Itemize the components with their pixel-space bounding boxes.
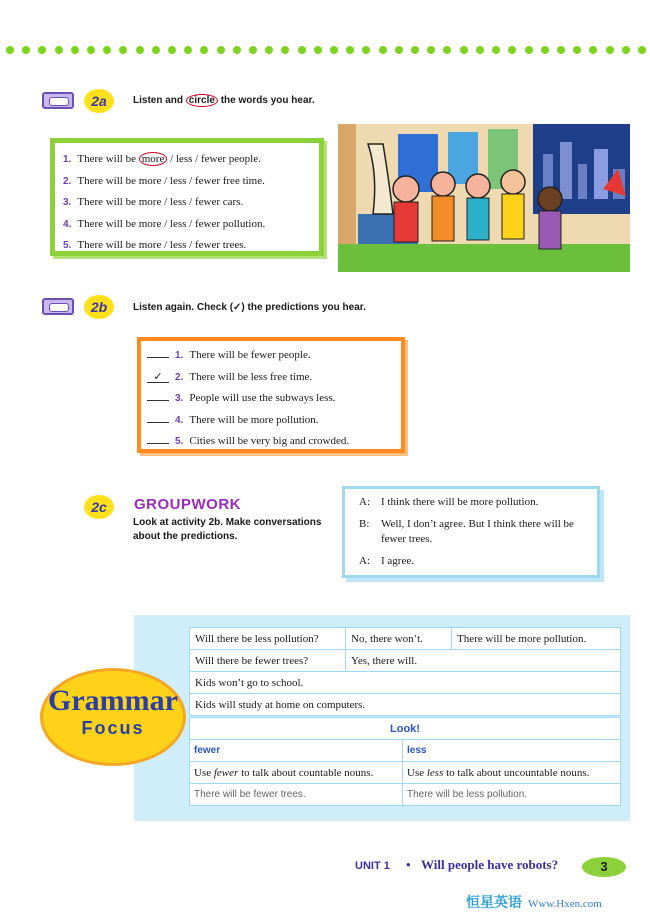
instruction-2a-circled-word: circle: [186, 94, 218, 107]
cassette-tape-icon: [42, 298, 74, 315]
exercise-2b-box: [137, 337, 405, 453]
check-blank[interactable]: [147, 347, 169, 358]
footer-unit-title: Will people have robots?: [421, 857, 559, 872]
table-row: [190, 740, 621, 762]
item-text: There will be less free time.: [189, 370, 313, 383]
look-heading: Look!: [190, 718, 621, 740]
table-cell: There will be more pollution.: [452, 628, 621, 650]
check-blank[interactable]: [147, 433, 169, 444]
item-number: 5.: [175, 436, 184, 447]
table-row: [190, 650, 621, 672]
circled-answer[interactable]: more: [139, 152, 168, 166]
activity-badge-2c: 2c: [84, 495, 114, 519]
grammar-focus-logo: [40, 668, 186, 766]
conversation-line: [345, 517, 595, 547]
speaker-label: A:: [359, 555, 370, 567]
table-cell: Kids won’t go to school.: [190, 672, 621, 694]
table-cell: Will there be fewer trees?: [190, 650, 346, 672]
item-text: There will be: [77, 153, 139, 165]
column-header-less: less: [403, 740, 621, 762]
table-cell: Will there be less pollution?: [190, 628, 346, 650]
conversation-line: [345, 554, 595, 569]
conversation-box: [342, 486, 600, 578]
classroom-illustration: [338, 124, 630, 272]
table-row: [190, 694, 621, 716]
table-row: [190, 628, 621, 650]
item-text: / less / fewer people.: [167, 153, 261, 165]
item-text[interactable]: There will be more / less / fewer free time.: [77, 174, 265, 187]
example-less: There will be less pollution.: [403, 784, 621, 806]
check-blank[interactable]: [147, 390, 169, 401]
top-dot-border: [6, 46, 646, 56]
exercise-2a-item: [63, 214, 319, 236]
groupwork-instruction: Look at activity 2b. Make conversations about the predictions.: [133, 517, 322, 542]
exercise-2a-item: [63, 149, 319, 171]
exercise-2a-item: [63, 192, 319, 214]
item-text[interactable]: There will be more / less / fewer pollution.: [77, 217, 266, 230]
column-header-fewer: fewer: [190, 740, 403, 762]
exercise-2a-box: [50, 138, 324, 256]
rule-less: [403, 762, 621, 784]
item-text: Cities will be very big and crowded.: [189, 435, 350, 447]
item-number: 2.: [63, 175, 72, 187]
conversation-line: [345, 495, 595, 510]
instruction-2b: Listen again. Check (✓) the predictions you hear.: [133, 302, 366, 313]
speaker-label: A:: [359, 496, 370, 508]
item-number: 2.: [175, 371, 184, 383]
exercise-2b-item: [147, 431, 401, 453]
activity-badge-2b: 2b: [84, 295, 114, 319]
logo-line-focus: Focus: [81, 718, 145, 738]
exercise-2b-item: [147, 367, 401, 389]
groupwork-title: GROUPWORK: [134, 496, 241, 513]
activity-badge-2a: 2a: [84, 89, 114, 113]
item-number: 3.: [175, 393, 184, 404]
rule-fewer: [190, 762, 403, 784]
item-text[interactable]: There will be more / less / fewer cars.: [77, 196, 244, 208]
item-number: 5.: [63, 240, 72, 251]
page-number: 3: [582, 857, 626, 877]
table-row: [190, 784, 621, 806]
table-cell: No, there won’t.: [346, 628, 452, 650]
speaker-label: B:: [359, 518, 370, 530]
rule-text: to talk about uncountable nouns.: [443, 766, 590, 779]
item-number: 4.: [175, 414, 184, 426]
item-number: 3.: [63, 197, 72, 208]
check-blank[interactable]: ✓: [147, 372, 169, 383]
rule-text: to talk about countable nouns.: [238, 766, 374, 779]
check-blank[interactable]: [147, 412, 169, 423]
item-number: 1.: [63, 154, 72, 165]
table-cell: Yes, there will.: [346, 650, 621, 672]
footer-bullet: •: [406, 857, 411, 872]
instruction-2a-part1: Listen and: [133, 95, 186, 106]
rule-keyword: less: [426, 766, 444, 779]
rule-keyword: fewer: [213, 766, 239, 779]
item-number: 4.: [63, 218, 72, 230]
exercise-2a-item: [63, 171, 319, 193]
rule-text: Use: [407, 766, 427, 779]
instruction-2a-part2: the words you hear.: [217, 95, 315, 106]
table-cell: Kids will study at home on computers.: [190, 694, 621, 716]
item-number: 1.: [175, 350, 184, 361]
utterance: I agree.: [381, 555, 414, 567]
cassette-tape-icon: [42, 92, 74, 109]
utterance: I think there will be more pollution.: [381, 496, 539, 508]
table-row: [190, 718, 621, 740]
item-text[interactable]: There will be more / less / fewer trees.: [77, 239, 247, 251]
look-table: [189, 717, 621, 806]
watermark-cn: 恒星英语: [466, 895, 522, 911]
example-fewer: There will be fewer trees.: [190, 784, 403, 806]
footer-unit-label: UNIT 1: [355, 860, 390, 872]
watermark-url: Www.Hxen.com: [528, 898, 602, 910]
item-text: There will be more pollution.: [189, 413, 319, 426]
kids-in-classroom-image: [338, 124, 630, 272]
table-row: [190, 672, 621, 694]
rule-text: Use: [194, 766, 214, 779]
grammar-focus-table: [189, 627, 621, 716]
watermark: [466, 892, 602, 912]
instruction-2a: [133, 95, 315, 106]
table-row: [190, 762, 621, 784]
logo-line-grammar: Grammar: [48, 684, 178, 717]
exercise-2b-item: [147, 388, 401, 410]
exercise-2a-item: [63, 235, 319, 257]
exercise-2b-item: [147, 410, 401, 432]
utterance: Well, I don’t agree. But I think there will be fewer trees.: [381, 518, 574, 545]
item-text: There will be fewer people.: [189, 349, 311, 361]
exercise-2b-item: [147, 345, 401, 367]
item-text: People will use the subways less.: [189, 392, 336, 404]
